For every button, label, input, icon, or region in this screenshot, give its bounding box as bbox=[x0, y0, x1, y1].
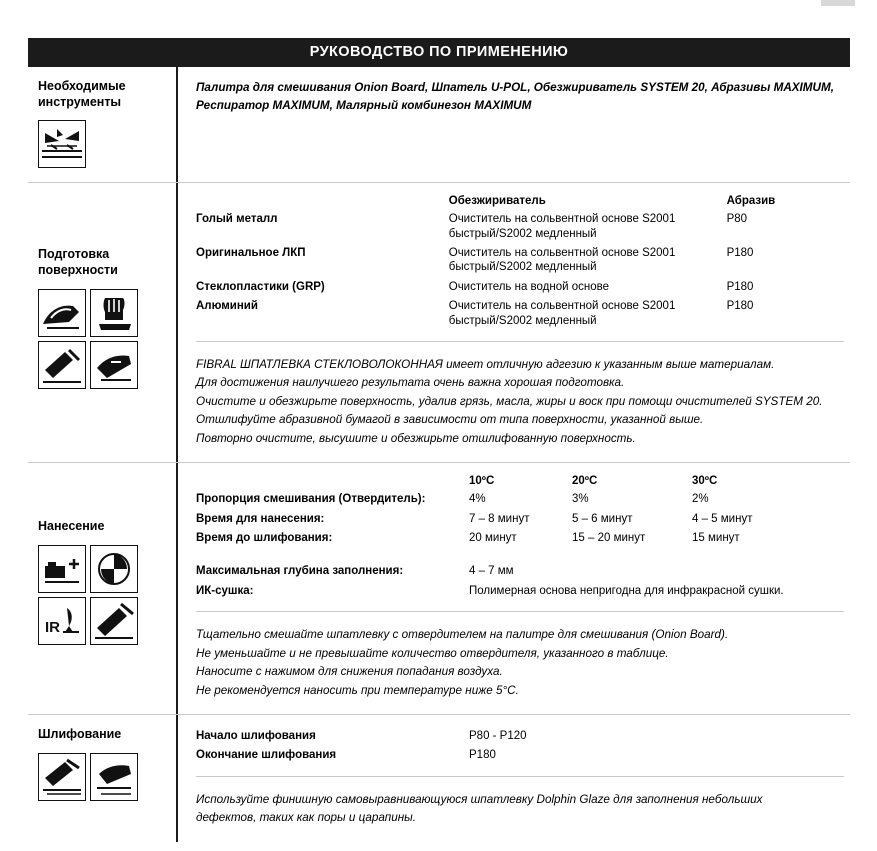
section-content-required-tools bbox=[178, 67, 850, 182]
cell-substrate: Голый металл bbox=[196, 213, 278, 226]
cell-degreaser: Очиститель на сольвентной основе S2001 быстрый/S2002 медленный bbox=[448, 300, 676, 327]
table-row bbox=[196, 727, 844, 746]
cell-value: P180 bbox=[469, 749, 496, 762]
apply-spatula-icon bbox=[90, 597, 138, 645]
application-extra-table bbox=[196, 562, 844, 601]
mix-ratio-icon bbox=[38, 545, 86, 593]
cell-degreaser: Очиститель на сольвентной основе S2001 быстрый/S2002 медленный bbox=[448, 213, 676, 240]
pot-life-icon bbox=[90, 545, 138, 593]
table-row bbox=[196, 210, 844, 244]
cell-value: Полимерная основа непригодна для инфракрасной сушки. bbox=[469, 584, 784, 597]
note-line: Очистите и обезжирьте поверхность, удалив грязь, масла, жиры и воск при помощи очистителей SYSTEM 20. bbox=[196, 394, 823, 408]
machine-sanding-icon bbox=[38, 753, 86, 801]
note-line: Не уменьшайте и не превышайте количество отвердителя, указанного в таблице. bbox=[196, 646, 669, 660]
table-row bbox=[196, 278, 844, 297]
table-row bbox=[196, 746, 844, 765]
tools-text-line1: Палитра для смешивания Onion Board, Шпатель U-POL, Обезжириватель SYSTEM 20, Абразивы MAXIMUM, bbox=[196, 81, 834, 94]
col-header-temp-10c: 10ºC bbox=[469, 475, 495, 488]
tools-text bbox=[196, 79, 844, 115]
page-title: РУКОВОДСТВО ПО ПРИМЕНЕНИЮ bbox=[28, 38, 850, 67]
section-required-tools bbox=[28, 67, 850, 183]
cleaning-cloth-icon bbox=[90, 341, 138, 389]
section-label-column bbox=[28, 463, 178, 714]
table-row bbox=[196, 510, 844, 529]
cell-parameter: Максимальная глубина заполнения: bbox=[196, 565, 404, 578]
section-sanding bbox=[28, 715, 850, 842]
note-line: Для достижения наилучшего результата очень важна хорошая подготовка. bbox=[196, 376, 625, 390]
cell-value: P80 - P120 bbox=[469, 730, 527, 743]
icon-group-required-tools bbox=[38, 120, 142, 168]
cell-value-10c: 7 – 8 минут bbox=[469, 512, 530, 525]
sanding-table bbox=[196, 727, 844, 766]
cell-abrasive: P80 bbox=[726, 213, 748, 226]
hand-block-sanding-icon bbox=[90, 753, 138, 801]
mixing-tools-icon bbox=[38, 120, 86, 168]
note-line: Наносите с нажимом для снижения попадания воздуха. bbox=[196, 665, 503, 679]
table-row bbox=[196, 529, 844, 548]
cell-value: 4 – 7 мм bbox=[469, 565, 514, 578]
note-line: Тщательно смешайте шпатлевку с отвердителем на палитре для смешивания (Onion Board). bbox=[196, 628, 729, 642]
cell-parameter: Пропорция смешивания (Отвердитель): bbox=[196, 493, 426, 506]
svg-text:IR: IR bbox=[45, 618, 60, 636]
cell-value-10c: 20 минут bbox=[469, 532, 517, 545]
tools-text-line2: Респиратор MAXIMUM, Малярный комбинезон MAXIMUM bbox=[196, 99, 532, 113]
table-row bbox=[196, 297, 844, 331]
col-header-temp-20c: 20ºC bbox=[572, 475, 598, 488]
note-line: Повторно очистите, высушите и обезжирьте отшлифованную поверхность. bbox=[196, 431, 636, 445]
section-application bbox=[28, 463, 850, 715]
table-row bbox=[196, 582, 844, 601]
icon-group-application bbox=[38, 545, 142, 645]
cell-parameter: Окончание шлифования bbox=[196, 749, 337, 762]
cell-parameter: Время для нанесения: bbox=[196, 512, 325, 525]
spatula-icon bbox=[38, 341, 86, 389]
cell-parameter: Время до шлифования: bbox=[196, 532, 333, 545]
section-title-line2: поверхности bbox=[38, 262, 118, 277]
section-title-line1: Подготовка bbox=[38, 247, 110, 262]
section-label-column bbox=[28, 715, 178, 842]
hand-sanding-icon bbox=[90, 289, 138, 337]
cell-abrasive: P180 bbox=[726, 300, 754, 313]
cell-abrasive: P180 bbox=[726, 280, 754, 293]
section-title-surface-preparation bbox=[38, 247, 168, 278]
section-content-sanding bbox=[178, 715, 850, 842]
surface-preparation-table bbox=[196, 195, 844, 331]
surface-preparation-notes bbox=[196, 356, 844, 448]
note-line: Отшлифуйте абразивной бумагой в зависимости от типа поверхности, указанной выше. bbox=[196, 413, 704, 427]
cell-degreaser: Очиститель на сольвентной основе S2001 быстрый/S2002 медленный bbox=[448, 247, 676, 274]
cell-value-30c: 4 – 5 минут bbox=[692, 512, 753, 525]
section-title-line1: Необходимые bbox=[38, 79, 126, 93]
page-top-artifact bbox=[821, 0, 855, 6]
table-header-row bbox=[196, 195, 844, 210]
application-temperature-table bbox=[196, 475, 844, 548]
cell-substrate: Алюминий bbox=[196, 300, 258, 313]
note-line: дефектов, таких как поры и царапины. bbox=[196, 811, 416, 825]
cell-value-20c: 5 – 6 минут bbox=[572, 512, 633, 525]
col-header-parameter bbox=[196, 475, 469, 490]
cell-value-20c: 3% bbox=[572, 493, 589, 506]
table-row bbox=[196, 244, 844, 278]
cell-parameter: ИК-сушка: bbox=[196, 584, 254, 597]
application-notes bbox=[196, 626, 844, 700]
cell-abrasive: P180 bbox=[726, 247, 754, 259]
section-title-line2: инструменты bbox=[38, 94, 122, 109]
note-line: Используйте финишную самовыравнивающуюся шпатлевку Dolphin Glaze для заполнения небольших bbox=[196, 792, 763, 806]
infrared-lamp-icon bbox=[38, 597, 86, 645]
section-content-application bbox=[178, 463, 850, 714]
cell-value-30c: 2% bbox=[692, 493, 709, 506]
icon-group-sanding bbox=[38, 753, 142, 801]
divider bbox=[196, 611, 844, 612]
section-surface-preparation bbox=[28, 183, 850, 463]
table-header-row bbox=[196, 475, 844, 490]
section-title-required-tools bbox=[38, 79, 168, 110]
section-title-application: Нанесение bbox=[38, 519, 105, 534]
col-header-substrate bbox=[196, 195, 449, 210]
col-header-abrasive: Абразив bbox=[726, 195, 776, 208]
table-row bbox=[196, 562, 844, 581]
note-line: Не рекомендуется наносить при температуре ниже 5°C. bbox=[196, 683, 519, 697]
cell-value-10c: 4% bbox=[469, 493, 486, 506]
cell-substrate: Оригинальное ЛКП bbox=[196, 247, 306, 259]
cell-degreaser: Очиститель на водной основе bbox=[448, 280, 610, 293]
cell-substrate: Стеклопластики (GRP) bbox=[196, 280, 325, 293]
col-header-temp-30c: 30ºC bbox=[692, 475, 718, 488]
section-title-sanding: Шлифование bbox=[38, 727, 122, 742]
section-label-column bbox=[28, 183, 178, 462]
sanding-block-icon bbox=[38, 289, 86, 337]
sanding-notes bbox=[196, 791, 844, 828]
divider bbox=[196, 776, 844, 777]
divider bbox=[196, 341, 844, 342]
icon-group-surface-preparation bbox=[38, 289, 142, 389]
col-header-degreaser: Обезжириватель bbox=[448, 195, 546, 208]
cell-value-30c: 15 минут bbox=[692, 532, 740, 545]
section-content-surface-preparation bbox=[178, 183, 850, 462]
note-line: FIBRAL ШПАТЛЕВКА СТЕКЛОВОЛОКОННАЯ имеет отличную адгезию к указанным выше материалам. bbox=[196, 357, 775, 371]
section-label-column bbox=[28, 67, 178, 182]
cell-parameter: Начало шлифования bbox=[196, 730, 316, 743]
cell-value-20c: 15 – 20 минут bbox=[572, 532, 646, 545]
guide-document bbox=[28, 38, 850, 842]
table-row bbox=[196, 490, 844, 509]
